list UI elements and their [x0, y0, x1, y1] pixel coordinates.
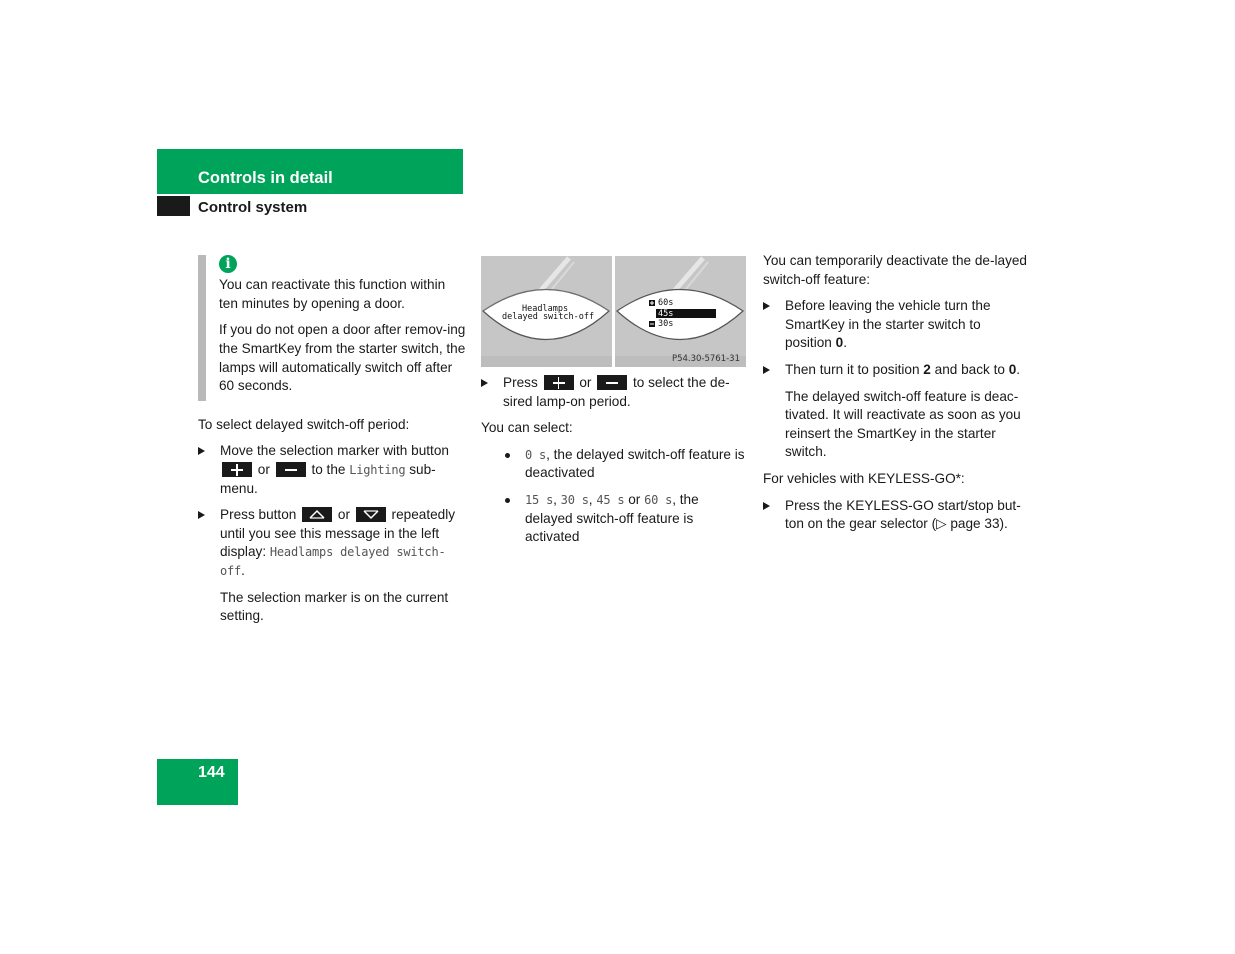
step-arrow-icon	[481, 379, 488, 387]
keyless-intro: For vehicles with KEYLESS-GO*:	[763, 470, 965, 486]
step-turn-smartkey: Before leaving the vehicle turn the SmartKey in the starter switch to position 0.	[763, 297, 1031, 353]
option-activated: 15 s, 30 s, 45 s or 60 s, the delayed switch-off feature is activated	[481, 491, 747, 547]
option-30s: 30s	[658, 319, 674, 329]
step-keyless-go: Press the KEYLESS-GO start/stop but-ton on the gear selector (▷ page 33).	[763, 497, 1031, 534]
subsection-marker	[157, 196, 190, 216]
select-intro: To select delayed switch-off period:	[198, 416, 410, 432]
bullet-dot	[505, 498, 510, 503]
option-45s-selected: 45s	[658, 308, 674, 319]
up-button-icon	[302, 507, 332, 522]
page-number: 144	[198, 764, 225, 781]
menu-name: Lighting	[349, 463, 406, 478]
step-press-button: Press button or repeatedly until you see this message in the left display: Headlamps delayed switch-off.	[198, 506, 466, 580]
info-bar	[198, 255, 206, 401]
option-60s: 60s	[658, 298, 674, 308]
right-column	[763, 252, 1031, 542]
bullet-dot	[505, 453, 510, 458]
plus-button-icon	[222, 462, 252, 477]
step-arrow-icon	[198, 447, 205, 455]
info-text-1: You can reactivate this function within ten minutes by opening a door.	[219, 277, 446, 311]
left-display-panel	[481, 256, 612, 367]
step-move-marker: Move the selection marker with button or to the Lighting sub-menu.	[198, 442, 466, 498]
section-title: Controls in detail	[198, 169, 333, 187]
option-deactivated: 0 s, the delayed switch-off feature is deactivated	[481, 446, 747, 483]
step-arrow-icon	[763, 366, 770, 374]
display-figure	[481, 256, 747, 367]
plus-button-icon	[544, 375, 574, 390]
minus-button-icon	[276, 462, 306, 477]
minus-button-icon	[597, 375, 627, 390]
down-button-icon	[356, 507, 386, 522]
info-icon: i	[219, 255, 237, 273]
display-message: Headlamps delayed switch-off	[220, 545, 446, 579]
figure-code: P54.30-5761-31	[671, 354, 740, 364]
display-line-delayed: delayed switch-off	[502, 312, 595, 322]
middle-column	[481, 256, 747, 555]
select-options-intro: You can select:	[481, 420, 573, 436]
step-arrow-icon	[198, 511, 205, 519]
deactivate-intro: You can temporarily deactivate the de-layed switch-off feature:	[763, 253, 1027, 287]
step-turn-back: Then turn it to position 2 and back to 0.	[763, 361, 1031, 380]
subsection-title: Control system	[198, 199, 308, 216]
deactivated-note: The delayed switch-off feature is deac-tivated. It will reactivate as soon as you reinsert the SmartKey in the starter switch.	[785, 388, 1021, 460]
right-display-panel	[615, 256, 746, 367]
info-text-2: If you do not open a door after remov-ing the SmartKey from the starter switch, the lamps will automatically switch off after 60 seconds.	[219, 322, 466, 394]
left-column	[198, 255, 466, 634]
step-arrow-icon	[763, 302, 770, 310]
info-note	[198, 255, 466, 396]
step-arrow-icon	[763, 502, 770, 510]
selection-note: The selection marker is on the current setting.	[220, 589, 449, 624]
display-line-headlamps: Headlamps	[522, 304, 569, 314]
step-select-period: Press or to select the de-sired lamp-on period.	[481, 374, 747, 411]
